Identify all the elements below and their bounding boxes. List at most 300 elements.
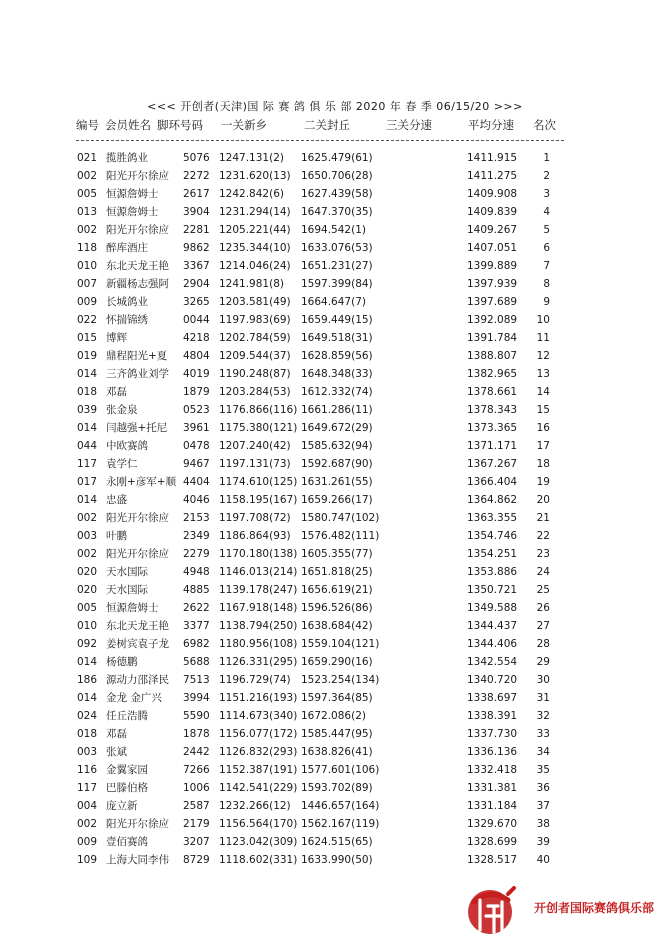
cell-name: 揽胜鸽业: [106, 152, 148, 164]
cell-rank: 24: [536, 566, 550, 578]
cell-s1: 1167.918(148): [219, 602, 298, 614]
cell-no: 022: [77, 314, 98, 326]
cell-s2: 1605.355(77): [301, 548, 373, 560]
cell-rank: 34: [536, 746, 550, 758]
cell-avg: 1409.839: [467, 206, 518, 218]
cell-no: 002: [77, 512, 98, 524]
table-row: [0, 455, 670, 473]
cell-s1: 1176.866(116): [219, 404, 298, 416]
table-row: [0, 365, 670, 383]
cell-rank: 35: [536, 764, 550, 776]
cell-ring: 3994: [183, 692, 210, 704]
cell-s1: 1139.178(247): [219, 584, 298, 596]
cell-s2: 1624.515(65): [301, 836, 373, 848]
cell-ring: 2622: [183, 602, 210, 614]
cell-ring: 9467: [183, 458, 210, 470]
cell-s2: 1577.601(106): [301, 764, 380, 776]
header-member-name: 会员姓名: [105, 118, 151, 132]
cell-s2: 1651.231(27): [301, 260, 373, 272]
cell-avg: 1399.889: [467, 260, 518, 272]
header-divider: [76, 140, 564, 141]
table-row: [0, 347, 670, 365]
table-row: [0, 671, 670, 689]
cell-name: 邓磊: [106, 728, 127, 740]
table-row: [0, 383, 670, 401]
table-row: [0, 779, 670, 797]
table-row: [0, 167, 670, 185]
cell-s2: 1649.672(29): [301, 422, 373, 434]
cell-ring: 2153: [183, 512, 210, 524]
cell-rank: 19: [536, 476, 550, 488]
table-row: [0, 833, 670, 851]
table-row: [0, 491, 670, 509]
cell-s2: 1651.818(25): [301, 566, 373, 578]
cell-s2: 1659.290(16): [301, 656, 373, 668]
table-row: [0, 509, 670, 527]
cell-ring: 2279: [183, 548, 210, 560]
cell-avg: 1353.886: [467, 566, 518, 578]
cell-avg: 1378.343: [467, 404, 518, 416]
cell-avg: 1338.391: [467, 710, 518, 722]
cell-rank: 22: [536, 530, 550, 542]
cell-avg: 1409.908: [467, 188, 518, 200]
cell-rank: 10: [536, 314, 550, 326]
cell-name: 鼎程阳光+夏: [106, 350, 168, 362]
cell-name: 庞立新: [106, 800, 138, 812]
cell-ring: 0044: [183, 314, 210, 326]
cell-ring: 5076: [183, 152, 210, 164]
cell-name: 巴滕伯格: [106, 782, 148, 794]
cell-avg: 1371.171: [467, 440, 518, 452]
table-row: [0, 635, 670, 653]
cell-ring: 3367: [183, 260, 210, 272]
cell-s2: 1523.254(134): [301, 674, 380, 686]
cell-rank: 39: [536, 836, 550, 848]
cell-rank: 15: [536, 404, 550, 416]
cell-name: 博辉: [106, 332, 127, 344]
table-row: [0, 545, 670, 563]
cell-name: 阳光开尔徐应: [106, 170, 169, 182]
cell-ring: 4404: [183, 476, 210, 488]
cell-avg: 1354.746: [467, 530, 518, 542]
cell-avg: 1344.437: [467, 620, 518, 632]
cell-s2: 1638.826(41): [301, 746, 373, 758]
cell-ring: 2617: [183, 188, 210, 200]
cell-s1: 1190.248(87): [219, 368, 291, 380]
cell-rank: 27: [536, 620, 550, 632]
table-row: [0, 221, 670, 239]
cell-s1: 1158.195(167): [219, 494, 298, 506]
cell-no: 018: [77, 386, 98, 398]
cell-s2: 1585.447(95): [301, 728, 373, 740]
cell-rank: 36: [536, 782, 550, 794]
cell-s2: 1628.859(56): [301, 350, 373, 362]
cell-s1: 1123.042(309): [219, 836, 298, 848]
cell-s2: 1648.348(33): [301, 368, 373, 380]
cell-no: 009: [77, 296, 98, 308]
cell-no: 004: [77, 800, 98, 812]
cell-rank: 18: [536, 458, 550, 470]
cell-s2: 1633.990(50): [301, 854, 373, 866]
table-row: [0, 617, 670, 635]
cell-no: 117: [77, 458, 98, 470]
cell-ring: 3377: [183, 620, 210, 632]
cell-name: 醉库酒庄: [106, 242, 148, 254]
cell-ring: 6982: [183, 638, 210, 650]
cell-ring: 3904: [183, 206, 210, 218]
cell-ring: 2272: [183, 170, 210, 182]
cell-avg: 1342.554: [467, 656, 518, 668]
cell-ring: 4804: [183, 350, 210, 362]
cell-s1: 1197.983(69): [219, 314, 291, 326]
cell-no: 010: [77, 260, 98, 272]
header-stage3: 三关分速: [386, 118, 432, 132]
table-row: [0, 329, 670, 347]
cell-name: 新疆杨志强阿: [106, 278, 169, 290]
table-header: [0, 116, 670, 134]
header-average-speed: 平均分速: [468, 118, 514, 132]
cell-ring: 8729: [183, 854, 210, 866]
cell-avg: 1391.784: [467, 332, 518, 344]
cell-s2: 1596.526(86): [301, 602, 373, 614]
cell-s1: 1209.544(37): [219, 350, 291, 362]
cell-no: 021: [77, 152, 98, 164]
club-logo: [464, 880, 664, 940]
table-row: [0, 725, 670, 743]
cell-avg: 1373.365: [467, 422, 518, 434]
cell-s1: 1126.331(295): [219, 656, 298, 668]
cell-s1: 1241.981(8): [219, 278, 284, 290]
cell-rank: 11: [536, 332, 550, 344]
table-row: [0, 527, 670, 545]
cell-no: 015: [77, 332, 98, 344]
cell-no: 024: [77, 710, 98, 722]
cell-s2: 1659.266(17): [301, 494, 373, 506]
cell-no: 002: [77, 224, 98, 236]
cell-s2: 1576.482(111): [301, 530, 380, 542]
cell-no: 118: [77, 242, 98, 254]
table-row: [0, 707, 670, 725]
cell-avg: 1328.699: [467, 836, 518, 848]
table-row: [0, 743, 670, 761]
cell-s1: 1231.294(14): [219, 206, 291, 218]
table-row: [0, 257, 670, 275]
cell-s1: 1156.564(170): [219, 818, 298, 830]
cell-no: 116: [77, 764, 98, 776]
cell-name: 三齐鸽业刘学: [106, 368, 169, 380]
cell-name: 恒源詹姆士: [106, 206, 159, 218]
cell-ring: 5688: [183, 656, 210, 668]
cell-avg: 1397.939: [467, 278, 518, 290]
table-row: [0, 689, 670, 707]
cell-ring: 0523: [183, 404, 210, 416]
cell-rank: 21: [536, 512, 550, 524]
cell-s2: 1585.632(94): [301, 440, 373, 452]
cell-no: 003: [77, 530, 98, 542]
cell-rank: 32: [536, 710, 550, 722]
cell-ring: 0478: [183, 440, 210, 452]
cell-s1: 1156.077(172): [219, 728, 298, 740]
table-row: [0, 563, 670, 581]
cell-s1: 1170.180(138): [219, 548, 298, 560]
cell-rank: 17: [536, 440, 550, 452]
cell-ring: 5590: [183, 710, 210, 722]
cell-s2: 1625.479(61): [301, 152, 373, 164]
cell-s2: 1597.399(84): [301, 278, 373, 290]
cell-s1: 1138.794(250): [219, 620, 298, 632]
cell-name: 金龙 金广兴: [106, 692, 162, 704]
cell-name: 邓磊: [106, 386, 127, 398]
table-row: [0, 437, 670, 455]
cell-avg: 1397.689: [467, 296, 518, 308]
cell-avg: 1388.807: [467, 350, 518, 362]
cell-ring: 2587: [183, 800, 210, 812]
cell-name: 东北天龙王艳: [106, 620, 169, 632]
cell-s1: 1231.620(13): [219, 170, 291, 182]
table-row: [0, 185, 670, 203]
cell-rank: 9: [543, 296, 550, 308]
cell-avg: 1337.730: [467, 728, 518, 740]
cell-s1: 1207.240(42): [219, 440, 291, 452]
cell-s1: 1197.708(72): [219, 512, 291, 524]
cell-s2: 1562.167(119): [301, 818, 380, 830]
cell-name: 恒源詹姆士: [106, 602, 159, 614]
cell-s1: 1203.581(49): [219, 296, 291, 308]
table-row: [0, 599, 670, 617]
cell-s1: 1214.046(24): [219, 260, 291, 272]
cell-avg: 1338.697: [467, 692, 518, 704]
cell-s2: 1580.747(102): [301, 512, 380, 524]
cell-s1: 1118.602(331): [219, 854, 298, 866]
cell-ring: 2442: [183, 746, 210, 758]
cell-no: 044: [77, 440, 98, 452]
cell-no: 014: [77, 368, 98, 380]
table-row: [0, 203, 670, 221]
cell-name: 姜树宾袁子龙: [106, 638, 169, 650]
cell-name: 阳光开尔徐应: [106, 224, 169, 236]
cell-ring: 7266: [183, 764, 210, 776]
cell-avg: 1363.355: [467, 512, 518, 524]
club-logo-text: 开创者国际赛鸽俱乐部: [534, 901, 655, 915]
cell-no: 014: [77, 422, 98, 434]
cell-s1: 1196.729(74): [219, 674, 291, 686]
cell-rank: 29: [536, 656, 550, 668]
cell-name: 中欧赛鸽: [106, 440, 148, 452]
table-row: [0, 851, 670, 869]
cell-s2: 1633.076(53): [301, 242, 373, 254]
cell-avg: 1331.184: [467, 800, 518, 812]
cell-rank: 1: [543, 152, 550, 164]
table-row: [0, 761, 670, 779]
cell-s1: 1175.380(121): [219, 422, 298, 434]
cell-rank: 25: [536, 584, 550, 596]
cell-name: 上海大同李伟: [106, 854, 169, 866]
cell-avg: 1329.670: [467, 818, 518, 830]
cell-no: 018: [77, 728, 98, 740]
cell-name: 怀揣锦绣: [106, 314, 148, 326]
cell-name: 壹佰赛鸽: [106, 836, 148, 848]
cell-name: 东北天龙王艳: [106, 260, 169, 272]
table-row: [0, 401, 670, 419]
cell-no: 019: [77, 350, 98, 362]
cell-no: 092: [77, 638, 98, 650]
table-row: [0, 239, 670, 257]
club-emblem-icon: [464, 880, 520, 940]
cell-avg: 1328.517: [467, 854, 518, 866]
cell-no: 003: [77, 746, 98, 758]
cell-s1: 1151.216(193): [219, 692, 298, 704]
cell-rank: 13: [536, 368, 550, 380]
cell-name: 源动力邵泽民: [106, 674, 169, 686]
cell-avg: 1349.588: [467, 602, 518, 614]
cell-s2: 1659.449(15): [301, 314, 373, 326]
cell-no: 020: [77, 584, 98, 596]
cell-rank: 20: [536, 494, 550, 506]
header-rank: 名次: [533, 118, 556, 132]
cell-avg: 1367.267: [467, 458, 518, 470]
cell-s2: 1650.706(28): [301, 170, 373, 182]
cell-rank: 8: [543, 278, 550, 290]
cell-s1: 1174.610(125): [219, 476, 298, 488]
cell-s1: 1152.387(191): [219, 764, 298, 776]
cell-name: 阳光开尔徐应: [106, 818, 169, 830]
cell-name: 天水国际: [106, 584, 148, 596]
cell-s1: 1242.842(6): [219, 188, 284, 200]
cell-name: 叶鹏: [106, 530, 127, 542]
cell-avg: 1364.862: [467, 494, 518, 506]
cell-rank: 16: [536, 422, 550, 434]
cell-s1: 1247.131(2): [219, 152, 284, 164]
cell-rank: 12: [536, 350, 550, 362]
cell-avg: 1332.418: [467, 764, 518, 776]
cell-avg: 1340.720: [467, 674, 518, 686]
cell-s1: 1186.864(93): [219, 530, 291, 542]
cell-rank: 33: [536, 728, 550, 740]
cell-rank: 38: [536, 818, 550, 830]
cell-s2: 1593.702(89): [301, 782, 373, 794]
cell-ring: 4019: [183, 368, 210, 380]
cell-avg: 1336.136: [467, 746, 518, 758]
cell-name: 阳光开尔徐应: [106, 512, 169, 524]
cell-s1: 1203.284(53): [219, 386, 291, 398]
cell-no: 002: [77, 170, 98, 182]
cell-rank: 3: [543, 188, 550, 200]
cell-name: 天水国际: [106, 566, 148, 578]
cell-no: 002: [77, 818, 98, 830]
cell-s1: 1142.541(229): [219, 782, 298, 794]
cell-s1: 1146.013(214): [219, 566, 298, 578]
cell-avg: 1392.089: [467, 314, 518, 326]
cell-s2: 1631.261(55): [301, 476, 373, 488]
cell-ring: 4218: [183, 332, 210, 344]
cell-no: 020: [77, 566, 98, 578]
header-member-no: 编号: [76, 118, 99, 132]
table-row: [0, 275, 670, 293]
cell-name: 金翼家园: [106, 764, 148, 776]
cell-s1: 1205.221(44): [219, 224, 291, 236]
cell-no: 039: [77, 404, 98, 416]
cell-ring: 3961: [183, 422, 210, 434]
cell-ring: 2904: [183, 278, 210, 290]
cell-no: 117: [77, 782, 98, 794]
cell-name: 长城鸽业: [106, 296, 148, 308]
cell-avg: 1411.915: [467, 152, 518, 164]
header-ring-no: 脚环号码: [157, 118, 203, 132]
cell-no: 014: [77, 692, 98, 704]
cell-name: 永刚+彦军+顺: [106, 476, 177, 488]
cell-ring: 2349: [183, 530, 210, 542]
header-stage1: 一关新乡: [221, 118, 267, 132]
cell-s2: 1638.684(42): [301, 620, 373, 632]
cell-avg: 1409.267: [467, 224, 518, 236]
table-row: [0, 311, 670, 329]
cell-rank: 23: [536, 548, 550, 560]
table-row: [0, 653, 670, 671]
cell-s2: 1661.286(11): [301, 404, 373, 416]
cell-s2: 1559.104(121): [301, 638, 380, 650]
cell-name: 张金泉: [106, 404, 138, 416]
table-row: [0, 293, 670, 311]
cell-rank: 5: [543, 224, 550, 236]
cell-rank: 31: [536, 692, 550, 704]
document-title: <<< 开创者(天津)国 际 赛 鸽 俱 乐 部 2020 年 春 季 06/15/20 >>>: [147, 100, 523, 113]
cell-no: 014: [77, 494, 98, 506]
cell-rank: 4: [543, 206, 550, 218]
cell-no: 005: [77, 188, 98, 200]
cell-no: 005: [77, 602, 98, 614]
cell-ring: 2179: [183, 818, 210, 830]
cell-rank: 28: [536, 638, 550, 650]
cell-s1: 1180.956(108): [219, 638, 298, 650]
cell-ring: 3207: [183, 836, 210, 848]
cell-name: 杨德鹏: [106, 656, 138, 668]
cell-ring: 4885: [183, 584, 210, 596]
cell-avg: 1366.404: [467, 476, 518, 488]
cell-ring: 9862: [183, 242, 210, 254]
cell-s2: 1672.086(2): [301, 710, 366, 722]
cell-name: 张斌: [106, 746, 127, 758]
cell-s2: 1597.364(85): [301, 692, 373, 704]
table-row: [0, 581, 670, 599]
cell-name: 袁学仁: [106, 458, 138, 470]
results-table-body: [0, 149, 670, 869]
cell-ring: 1006: [183, 782, 210, 794]
cell-name: 阳光开尔徐应: [106, 548, 169, 560]
cell-s1: 1202.784(59): [219, 332, 291, 344]
cell-s2: 1649.518(31): [301, 332, 373, 344]
cell-s2: 1612.332(74): [301, 386, 373, 398]
cell-s2: 1694.542(1): [301, 224, 366, 236]
cell-no: 014: [77, 656, 98, 668]
cell-s1: 1114.673(340): [219, 710, 298, 722]
table-row: [0, 419, 670, 437]
cell-ring: 7513: [183, 674, 210, 686]
cell-name: 闫越强+托尼: [106, 422, 168, 434]
cell-avg: 1354.251: [467, 548, 518, 560]
cell-avg: 1382.965: [467, 368, 518, 380]
cell-s2: 1656.619(21): [301, 584, 373, 596]
cell-no: 007: [77, 278, 98, 290]
cell-ring: 4948: [183, 566, 210, 578]
cell-s2: 1446.657(164): [301, 800, 380, 812]
cell-ring: 2281: [183, 224, 210, 236]
table-row: [0, 815, 670, 833]
table-row: [0, 149, 670, 167]
cell-no: 109: [77, 854, 98, 866]
cell-s1: 1232.266(12): [219, 800, 291, 812]
cell-rank: 37: [536, 800, 550, 812]
cell-s1: 1197.131(73): [219, 458, 291, 470]
